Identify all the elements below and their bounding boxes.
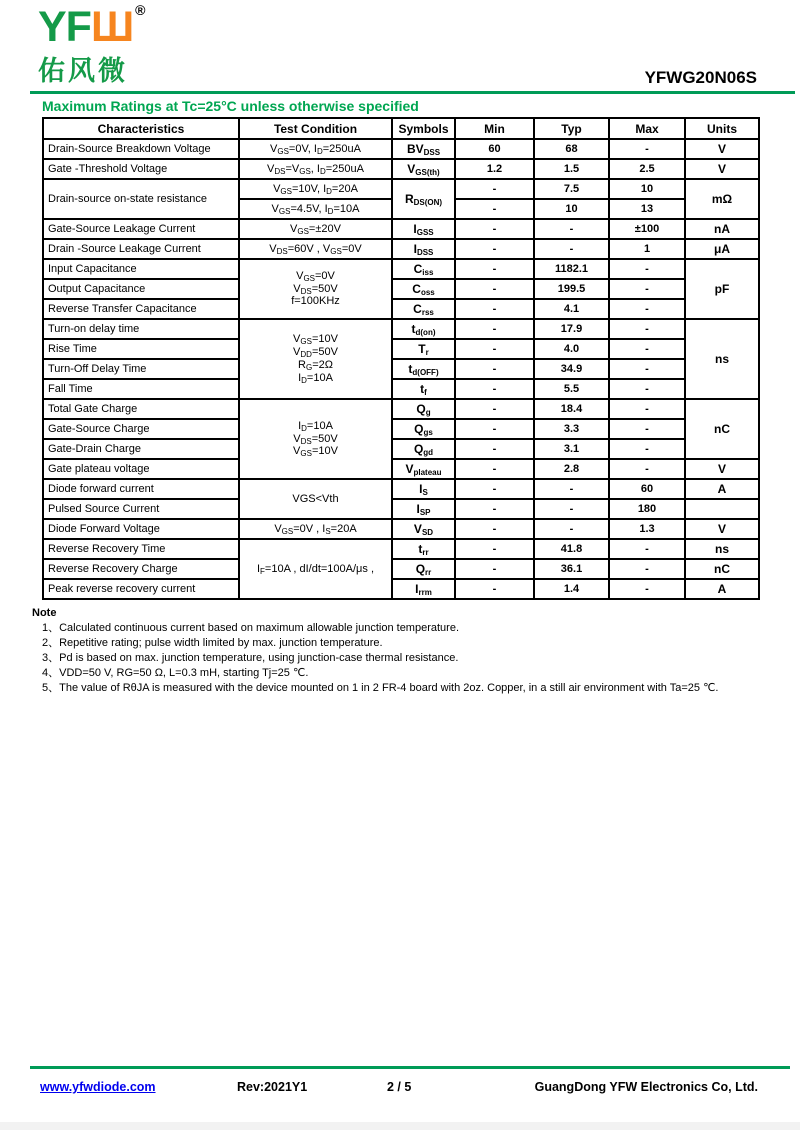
cell-unit: A: [685, 579, 759, 599]
cell-sym: $Q_g$: [392, 399, 455, 419]
registered-trademark-icon: ®: [135, 2, 146, 18]
cell-sym: $I_{SP}$: [392, 499, 455, 519]
cell-unit: V: [685, 459, 759, 479]
table-row: [43, 399, 759, 419]
cell-val: 5.5: [534, 379, 609, 399]
table-row: [43, 559, 759, 579]
cell-val: -: [455, 259, 534, 279]
cell-char: Gate plateau voltage: [43, 459, 239, 479]
logo-yf-text: YF: [38, 3, 91, 51]
table-header-row: [43, 118, 759, 139]
cell-unit: pF: [685, 259, 759, 319]
cell-char: Drain -Source Leakage Current: [43, 239, 239, 259]
cell-sym: $t_{d(OFF)}$: [392, 359, 455, 379]
cell-unit: A: [685, 479, 759, 499]
cell-val: -: [455, 419, 534, 439]
cell-unit: μA: [685, 239, 759, 259]
col-header-test-condition: Test Condition: [239, 118, 392, 139]
cell-val: 7.5: [534, 179, 609, 199]
cell-val: 3.1: [534, 439, 609, 459]
cell-val: -: [455, 539, 534, 559]
cell-val: 3.3: [534, 419, 609, 439]
section-title: Maximum Ratings at Tc=25°C unless otherwise specified: [42, 98, 419, 114]
note-item: 5、The value of RθJA is measured with the device mounted on 1 in 2 FR-4 board with 2oz. Copper, in a still air environment with Ta=25 ℃.: [42, 682, 719, 694]
cell-val: 10: [534, 199, 609, 219]
table-row: [43, 479, 759, 499]
note-item: 4、VDD=50 V, RG=50 Ω, L=0.3 mH, starting Tj=25 ℃.: [42, 667, 309, 679]
col-header-typ: Typ: [534, 118, 609, 139]
cell-val: -: [609, 259, 685, 279]
cell-val: 4.1: [534, 299, 609, 319]
table-row: [43, 299, 759, 319]
website-link[interactable]: www.yfwdiode.com: [40, 1080, 156, 1094]
cell-val: 1.5: [534, 159, 609, 179]
col-header-max: Max: [609, 118, 685, 139]
notes-section: [32, 606, 800, 696]
cell-unit: [685, 499, 759, 519]
cell-val: 1182.1: [534, 259, 609, 279]
note-item: 2、Repetitive rating; pulse width limited by max. junction temperature.: [42, 637, 383, 649]
col-header-characteristics: Characteristics: [43, 118, 239, 139]
cell-sym: $R_{DS(ON)}$: [392, 179, 455, 219]
cell-val: -: [609, 539, 685, 559]
table-row: [43, 259, 759, 279]
cell-val: 60: [455, 139, 534, 159]
cell-val: -: [609, 419, 685, 439]
table-row: [43, 459, 759, 479]
cell-unit: mΩ: [685, 179, 759, 219]
cell-sym: $BV_{DSS}$: [392, 139, 455, 159]
cell-val: -: [455, 319, 534, 339]
cell-unit: V: [685, 519, 759, 539]
col-header-symbols: Symbols: [392, 118, 455, 139]
cell-val: 60: [609, 479, 685, 499]
cell-val: -: [455, 219, 534, 239]
cell-val: -: [609, 319, 685, 339]
cell-char: Input Capacitance: [43, 259, 239, 279]
cell-sym: $t_{d(on)}$: [392, 319, 455, 339]
cell-cond: $V_{DS}=V_{GS}$, $I_D=250uA$: [239, 159, 392, 179]
notes-list: [32, 621, 800, 696]
cell-val: -: [455, 519, 534, 539]
table-row: [43, 579, 759, 599]
cell-val: -: [455, 199, 534, 219]
cell-val: -: [455, 499, 534, 519]
cell-cond: $V_{GS}=4.5V$, $I_D=10A$: [239, 199, 392, 219]
col-header-units: Units: [685, 118, 759, 139]
cell-val: -: [534, 519, 609, 539]
cell-val: 1.3: [609, 519, 685, 539]
cell-val: 10: [609, 179, 685, 199]
cell-cond: $V_{GS}=0V$ $V_{DS}=50V$ f=100KHz: [239, 259, 392, 319]
cell-sym: $V_{GS(th)}$: [392, 159, 455, 179]
cell-val: 2.5: [609, 159, 685, 179]
cell-unit: V: [685, 159, 759, 179]
cell-val: -: [455, 179, 534, 199]
page-bottom-edge: [0, 1122, 800, 1130]
cell-val: -: [609, 559, 685, 579]
table-row: [43, 279, 759, 299]
cell-char: Diode forward current: [43, 479, 239, 499]
cell-val: 18.4: [534, 399, 609, 419]
ratings-table: [42, 117, 760, 600]
yfw-logo: [38, 4, 146, 88]
cell-cond: $V_{DS}=60V$ , $V_{GS}=0V$: [239, 239, 392, 259]
cell-sym: $t_f$: [392, 379, 455, 399]
cell-val: -: [455, 479, 534, 499]
table-row: [43, 379, 759, 399]
cell-char: Peak reverse recovery current: [43, 579, 239, 599]
cell-char: Fall Time: [43, 379, 239, 399]
cell-cond: VGS<Vth: [239, 479, 392, 519]
cell-val: -: [609, 439, 685, 459]
cell-val: -: [455, 239, 534, 259]
notes-label: Note: [32, 607, 57, 619]
cell-char: Rise Time: [43, 339, 239, 359]
table-row: [43, 139, 759, 159]
table-row: [43, 219, 759, 239]
cell-cond: $V_{GS}=0V$, $I_D=250uA$: [239, 139, 392, 159]
cell-unit: nA: [685, 219, 759, 239]
cell-val: -: [609, 379, 685, 399]
cell-sym: $I_{rrm}$: [392, 579, 455, 599]
cell-val: -: [455, 279, 534, 299]
cell-sym: $I_S$: [392, 479, 455, 499]
logo-w-glyph: Ш: [90, 3, 134, 51]
table-row: [43, 419, 759, 439]
cell-char: Gate-Drain Charge: [43, 439, 239, 459]
table-row: [43, 519, 759, 539]
cell-val: -: [455, 579, 534, 599]
table-row: [43, 319, 759, 339]
cell-val: -: [609, 359, 685, 379]
cell-char: Drain-source on-state resistance: [43, 179, 239, 219]
cell-val: -: [534, 239, 609, 259]
cell-val: -: [609, 339, 685, 359]
cell-val: -: [455, 359, 534, 379]
cell-cond: $V_{GS}=10V$, $I_D=20A$: [239, 179, 392, 199]
company-name: GuangDong YFW Electronics Co, Ltd.: [534, 1080, 758, 1094]
cell-cond: $I_F=10A$ , dI/dt=100A/μs ,: [239, 539, 392, 599]
table-row: [43, 339, 759, 359]
page-footer: [0, 1066, 800, 1099]
table-row: [43, 539, 759, 559]
cell-val: 68: [534, 139, 609, 159]
cell-val: 2.8: [534, 459, 609, 479]
cell-char: Drain-Source Breakdown Voltage: [43, 139, 239, 159]
cell-sym: $Q_{gd}$: [392, 439, 455, 459]
table-row: [43, 359, 759, 379]
cell-val: 13: [609, 199, 685, 219]
page-number: 2 / 5: [387, 1080, 412, 1094]
cell-cond: $V_{GS}=\pm 20V$: [239, 219, 392, 239]
cell-sym: $t_{rr}$: [392, 539, 455, 559]
logo-chinese-name: 佑风微: [38, 55, 128, 86]
cell-val: -: [609, 579, 685, 599]
part-number: YFWG20N06S: [644, 68, 757, 87]
cell-sym: $V_{SD}$: [392, 519, 455, 539]
cell-val: -: [609, 279, 685, 299]
cell-val: 180: [609, 499, 685, 519]
cell-val: -: [534, 499, 609, 519]
cell-val: 34.9: [534, 359, 609, 379]
note-item: 1、Calculated continuous current based on maximum allowable junction temperature.: [42, 622, 460, 634]
cell-val: -: [455, 459, 534, 479]
footer-row: [0, 1069, 800, 1099]
cell-val: -: [455, 399, 534, 419]
cell-val: 41.8: [534, 539, 609, 559]
table-row: [43, 239, 759, 259]
cell-sym: $I_{GSS}$: [392, 219, 455, 239]
cell-char: Output Capacitance: [43, 279, 239, 299]
cell-sym: $C_{iss}$: [392, 259, 455, 279]
table-row: [43, 439, 759, 459]
cell-val: -: [609, 399, 685, 419]
cell-cond: $I_D=10A$ $V_{DS}=50V$ $V_{GS}=10V$: [239, 399, 392, 479]
cell-val: 36.1: [534, 559, 609, 579]
cell-sym: $C_{oss}$: [392, 279, 455, 299]
cell-val: -: [455, 299, 534, 319]
cell-val: -: [455, 559, 534, 579]
cell-val: 1: [609, 239, 685, 259]
cell-unit: nC: [685, 559, 759, 579]
cell-val: 1.2: [455, 159, 534, 179]
cell-cond: $V_{GS}=0V$ , $I_S=20A$: [239, 519, 392, 539]
table-row: [43, 179, 759, 199]
cell-val: 1.4: [534, 579, 609, 599]
cell-val: -: [534, 219, 609, 239]
cell-val: -: [455, 379, 534, 399]
cell-val: 17.9: [534, 319, 609, 339]
cell-char: Turn-on delay time: [43, 319, 239, 339]
cell-sym: $V_{plateau}$: [392, 459, 455, 479]
cell-val: -: [455, 339, 534, 359]
cell-char: Reverse Recovery Charge: [43, 559, 239, 579]
cell-char: Gate -Threshold Voltage: [43, 159, 239, 179]
cell-val: -: [609, 299, 685, 319]
cell-sym: $Q_{gs}$: [392, 419, 455, 439]
cell-char: Turn-Off Delay Time: [43, 359, 239, 379]
cell-sym: $C_{rss}$: [392, 299, 455, 319]
cell-char: Reverse Recovery Time: [43, 539, 239, 559]
cell-char: Diode Forward Voltage: [43, 519, 239, 539]
cell-val: 199.5: [534, 279, 609, 299]
cell-val: -: [609, 139, 685, 159]
cell-unit: ns: [685, 319, 759, 399]
cell-sym: $Q_{rr}$: [392, 559, 455, 579]
header-divider: [30, 91, 795, 94]
cell-val: -: [609, 459, 685, 479]
col-header-min: Min: [455, 118, 534, 139]
cell-char: Gate-Source Leakage Current: [43, 219, 239, 239]
cell-val: 4.0: [534, 339, 609, 359]
cell-unit: V: [685, 139, 759, 159]
note-item: 3、Pd is based on max. junction temperature, using junction-case thermal resistance.: [42, 652, 459, 664]
cell-sym: $T_r$: [392, 339, 455, 359]
cell-char: Total Gate Charge: [43, 399, 239, 419]
page-header: [0, 0, 800, 91]
cell-char: Gate-Source Charge: [43, 419, 239, 439]
table-row: [43, 499, 759, 519]
cell-char: Pulsed Source Current: [43, 499, 239, 519]
cell-char: Reverse Transfer Capacitance: [43, 299, 239, 319]
cell-unit: ns: [685, 539, 759, 559]
cell-cond: $V_{GS}=10V$ $V_{DD}=50V$ $R_G=2\Omega$ $I_D=10A$: [239, 319, 392, 399]
cell-val: -: [534, 479, 609, 499]
cell-val: ±100: [609, 219, 685, 239]
cell-val: -: [455, 439, 534, 459]
revision-label: Rev:2021Y1: [237, 1080, 308, 1094]
cell-sym: $I_{DSS}$: [392, 239, 455, 259]
logo-wordmark: [38, 2, 146, 51]
cell-unit: nC: [685, 399, 759, 459]
table-row: [43, 159, 759, 179]
